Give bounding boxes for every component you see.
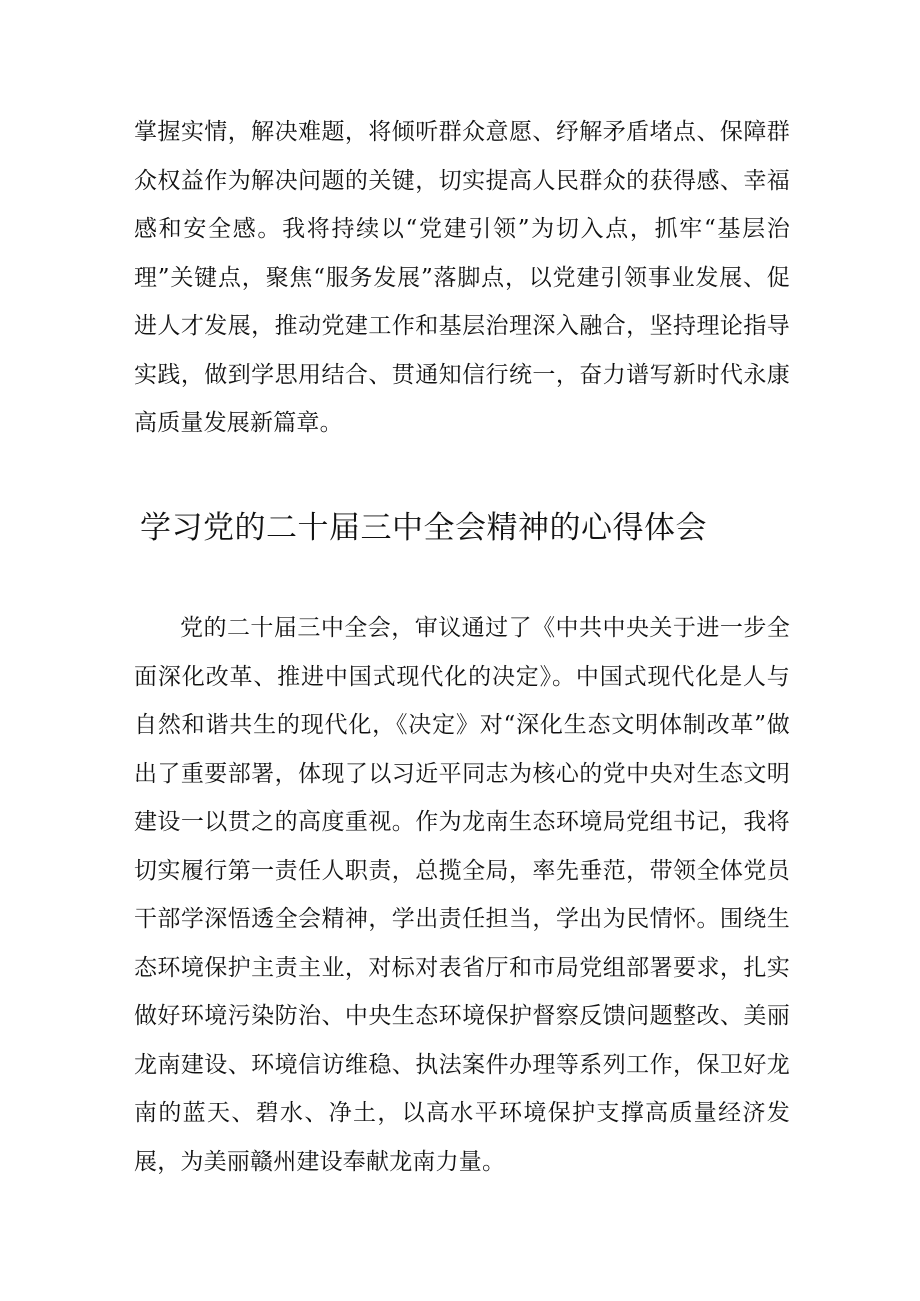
- section-heading: 学习党的二十届三中全会精神的心得体会: [140, 510, 707, 546]
- body-paragraph-indented: 党的二十届三中全会，审议通过了《中共中央关于进一步全面深化改革、推进中国式现代化的决定》。中国式现代化是人与自然和谐共生的现代化，《决定》对“深化生态文明体制改革”做出了重要部署，体现了以习近平同志为核心的党中央对生态文明建设一以贯之的高度重视。作为龙南生态环境局党组书记，我将切实履行第一责任人职责，总揽全局，率先垂范，带领全体党员干部学深悟透全会精神，学出责任担当，学出为民情怀。围绕生态环境保护主责主业，对标对表省厅和市局党组部署要求，扎实做好环境污染防治、中央生态环境保护督察反馈问题整改、美丽龙南建设、环境信访维稳、执法案件办理等系列工作，保卫好龙南的蓝天、碧水、净土，以高水平环境保护支撑高质量经济发展，为美丽赣州建设奉献龙南力量。: [134, 615, 790, 1175]
- body-paragraph-continued: 掌握实情，解决难题，将倾听群众意愿、纾解矛盾堵点、保障群众权益作为解决问题的关键，切实提高人民群众的获得感、幸福感和安全感。我将持续以“党建引领”为切入点，抓牢“基层治理”关键点，聚焦“服务发展”落脚点，以党建引领事业发展、促进人才发展，推动党建工作和基层治理深入融合，坚持理论指导实践，做到学思用结合、贯通知信行统一，奋力谱写新时代永康高质量发展新篇章。: [134, 119, 790, 436]
